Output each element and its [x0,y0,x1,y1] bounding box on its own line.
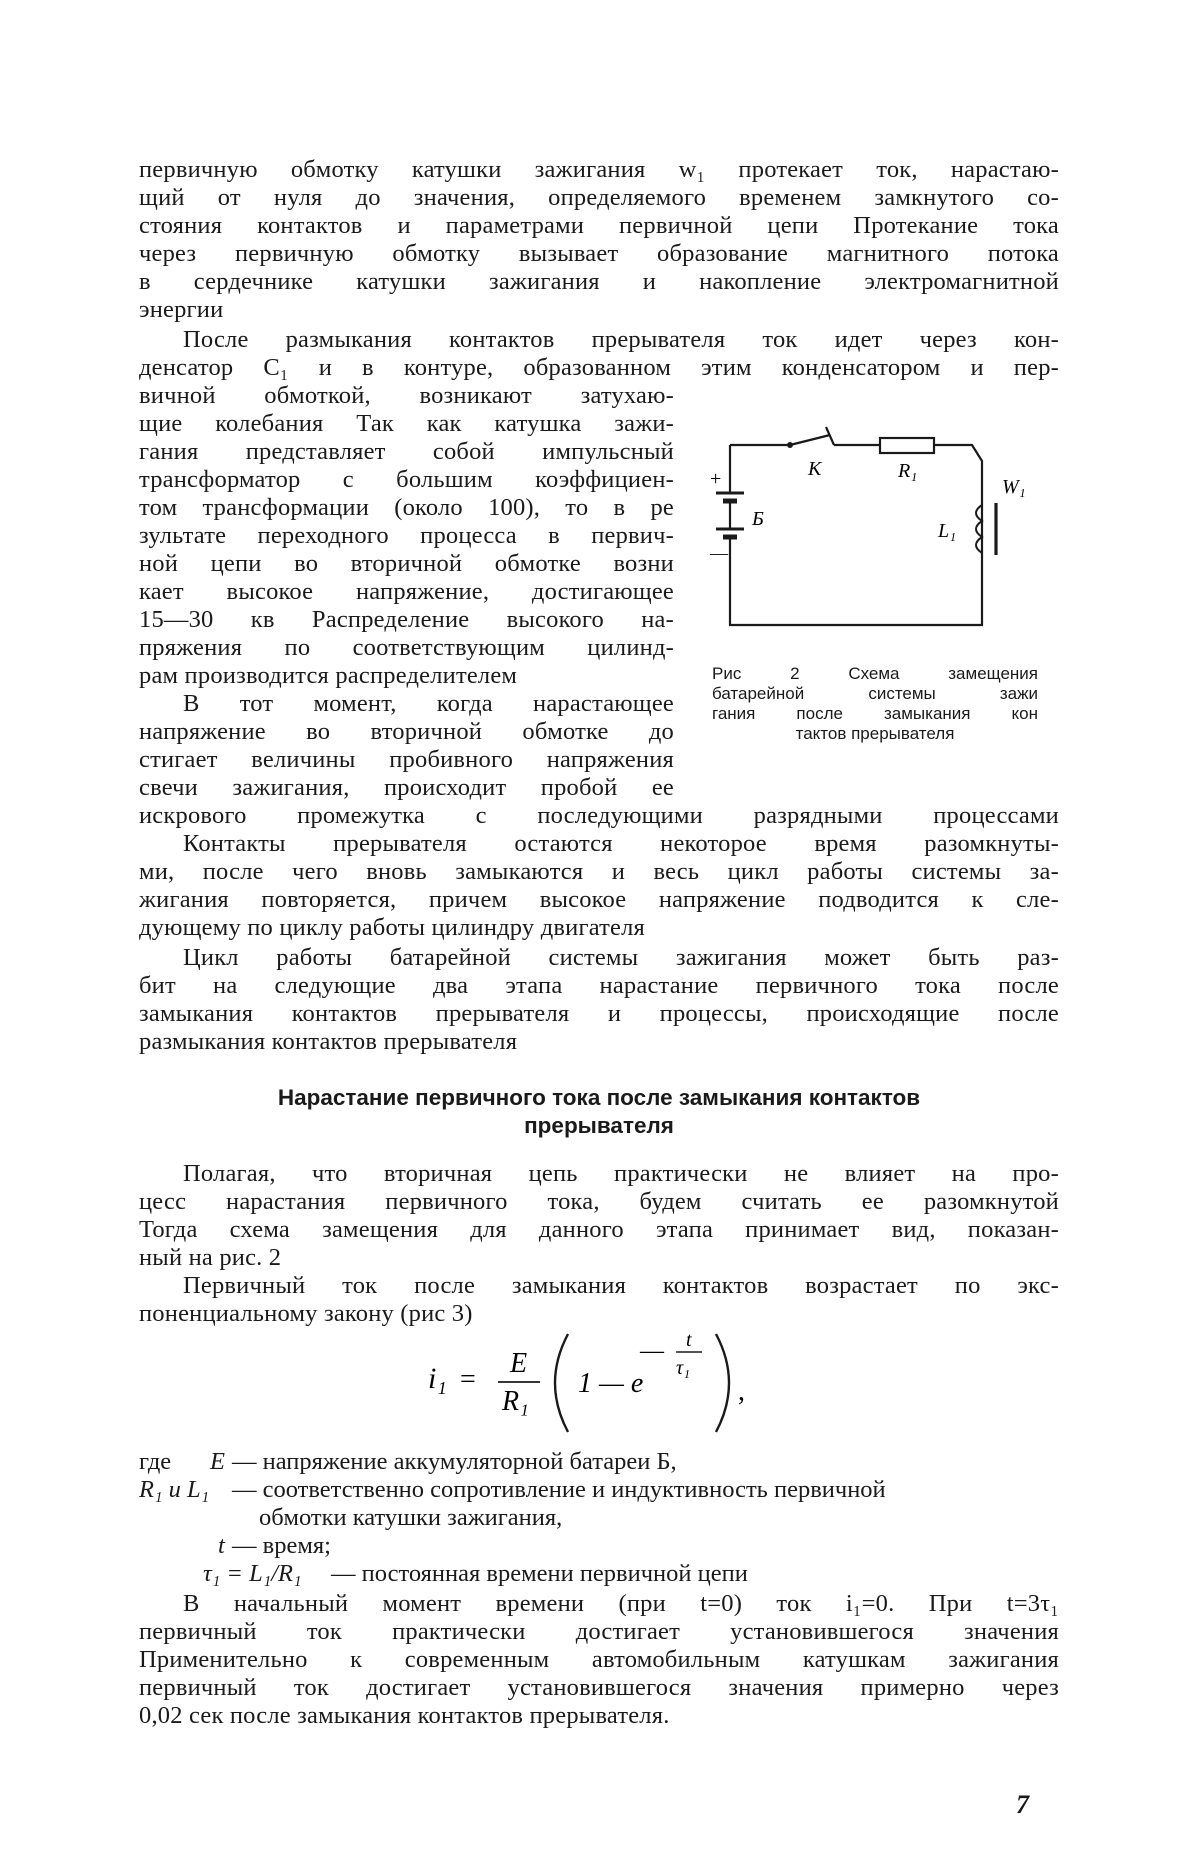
definition-symbol: t [218,1532,225,1559]
text-line: стигает величины пробивного напряжения [139,746,674,773]
resistor-label: R₁ [898,460,918,482]
text-line: Применительно к современным автомобильным катушкам зажигания [139,1646,1059,1673]
text-line: первичную обмотку катушки зажигания w₁ протекает ток, нарастаю- [139,156,1059,183]
text-line: В тот момент, когда нарастающее [183,690,674,717]
left-paren [555,1334,568,1432]
section-heading-line: Нарастание первичного тока после замыкания контактов [277,1085,921,1110]
formula-inner: 1 — e [578,1368,644,1399]
text-line: жигания повторяется, причем высокое напряжение подводится к сле- [139,886,1059,913]
text-line: ми, после чего вновь замыкаются и весь цикл работы системы за- [139,858,1059,885]
definition-text: — время; [232,1532,331,1559]
formula-equals: = [460,1364,476,1395]
battery-label: Б [752,508,764,530]
text-line: первичный ток практически достигает установившегося значения [139,1618,1059,1645]
definition-symbol: τ₁ = L₁/R₁ [203,1560,302,1587]
formula-exp-sign: — [640,1338,664,1364]
circuit-diagram [700,405,1040,645]
text-line: трансформатор с большим коэффициен- [139,466,674,493]
text-line: энергии [139,296,224,323]
text-line: размыкания контактов прерывателя [139,1028,518,1055]
text-line: напряжение во вторичной обмотке до [139,718,674,745]
battery-plus-label: + [710,468,722,490]
definition-text: — постоянная времени первичной цепи [331,1560,748,1587]
formula-denominator: R₁ [502,1386,529,1417]
formula-exp-den: τ₁ [676,1357,691,1379]
formula-lhs: i₁ [428,1362,447,1395]
definition-text: — соответственно сопротивление и индуктивность первичной [232,1476,886,1503]
text-line: бит на следующие два этапа нарастание первичного тока после [139,972,1059,999]
text-line: Контакты прерывателя остаются некоторое время разомкнуты- [183,830,1059,857]
formula-numerator: E [510,1348,528,1379]
formula-trailing: , [738,1376,745,1407]
text-line: замыкания контактов прерывателя и процессы, происходящие после [139,1000,1059,1027]
text-line: поненциальному закону (рис 3) [139,1300,473,1327]
text-line: зультате переходного процесса в первич- [139,522,674,549]
text-line: Полагая, что вторичная цепь практически не влияет на про- [183,1160,1059,1187]
text-line: После размыкания контактов прерывателя ток идет через кон- [183,326,1059,353]
switch-blade [790,435,830,445]
text-line: первичный ток достигает установившегося значения примерно через [139,1674,1059,1701]
right-paren [716,1334,729,1432]
text-line: Первичный ток после замыкания контактов возрастает по экс- [183,1272,1059,1299]
definition-text: обмотки катушки зажигания, [259,1504,563,1531]
text-line: том трансформации (около 100), то в ре [139,494,674,521]
text-line: стояния контактов и параметрами первичной цепи Протекание тока [139,212,1059,239]
formula-exp-num: t [686,1329,692,1351]
text-line: ной цепи во вторичной обмотке возни [139,550,674,577]
text-line: рам производится распределителем [139,662,518,689]
caption-line: Рис 2 Схема замещения [712,664,1038,683]
definition-text: — напряжение аккумуляторной батареи Б, [232,1448,677,1475]
text-line: щие колебания Так как катушка зажи- [139,410,674,437]
text-line: цесс нарастания первичного тока, будем считать ее разомкнутой [139,1188,1059,1215]
text-line: Цикл работы батарейной системы зажигания может быть раз- [183,944,1059,971]
switch-pivot [787,442,793,448]
text-line: 15—30 кв Распределение высокого на- [139,606,674,633]
page-number: 7 [1016,1790,1029,1819]
definitions-intro: где [139,1448,172,1475]
text-line: в сердечнике катушки зажигания и накопление электромагнитной [139,268,1059,295]
resistor [880,438,934,453]
text-line: вичной обмоткой, возникают затухаю- [139,382,674,409]
inductor-label: L₁ [938,520,957,542]
text-line: через первичную обмотку вызывает образование магнитного потока [139,240,1059,267]
text-line: денсатор C₁ и в контуре, образованном этим конденсатором и пер- [139,354,1059,381]
text-line: щий от нуля до значения, определяемого временем замкнутого со- [139,184,1059,211]
formula [0,1328,1200,1438]
winding-label: W₁ [1002,476,1026,498]
text-line: 0,02 сек после замыкания контактов прерывателя. [139,1702,670,1729]
text-line: дующему по циклу работы цилиндру двигателя [139,914,646,941]
definition-symbol: R₁ и L₁ [139,1476,210,1503]
text-line: пряжения по соответствующим цилинд- [139,634,674,661]
caption-line: гания после замыкания кон [712,704,1038,723]
text-line: искрового промежутка с последующими разрядными процессами [139,802,1059,829]
text-line: кает высокое напряжение, достигающее [139,578,674,605]
text-line: свечи зажигания, происходит пробой ее [139,774,674,801]
switch-label: К [808,458,822,480]
text-line: В начальный момент времени (при t=0) ток i₁=0. При t=3τ₁ [183,1590,1059,1617]
text-line: Тогда схема замещения для данного этапа принимает вид, показан- [139,1216,1059,1243]
definition-symbol: E [210,1448,225,1475]
section-heading-line: прерывателя [524,1113,674,1138]
text-line: гания представляет собой импульсный [139,438,674,465]
caption-line: батарейной системы зажи [712,684,1038,703]
text-line: ный на рис. 2 [139,1244,282,1271]
caption-line: тактов прерывателя [795,724,955,743]
battery-minus-label: — [710,543,728,563]
